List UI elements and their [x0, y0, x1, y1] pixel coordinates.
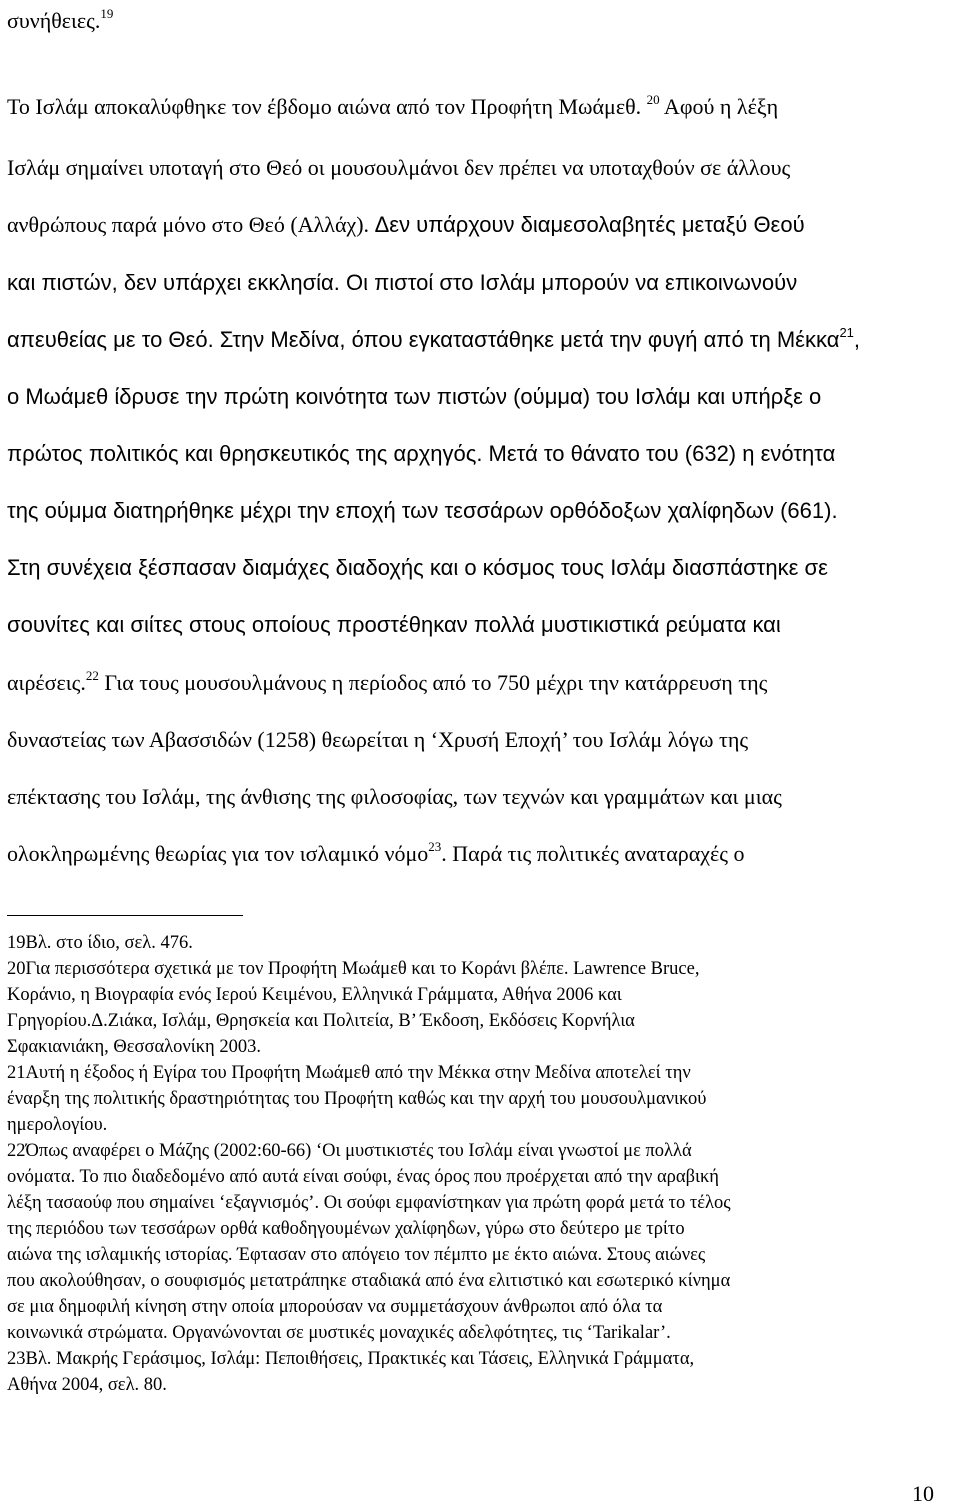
body-line-11: σουνίτες και σιίτες στους οποίους προστέθηκαν πολλά μυστικιστικά ρεύματα και [7, 612, 781, 637]
body-text: ανθρώπους παρά μόνο στο Θεό (Αλλάχ). [7, 212, 375, 237]
footnote-line: Σφακιανιάκη, Θεσσαλονίκη 2003. [7, 1037, 261, 1057]
body-line-9: της ούμμα διατηρήθηκε μέχρι την εποχή των τεσσάρων ορθόδοξων χαλίφηδων (661). [7, 498, 838, 523]
body-line-15 [7, 838, 745, 867]
body-line-3: Ισλάμ σημαίνει υποταγή στο Θεό οι μουσουλμάνοι δεν πρέπει να υποταχθούν σε άλλους [7, 155, 791, 180]
footnote-line: ημερολογίου. [7, 1115, 108, 1135]
footnote-line: λέξη τασαούφ που σημαίνει ‘εξαγνισμός’. Οι σούφι εμφανίστηκαν για πρώτη φορά μετά το τέλος [7, 1193, 731, 1213]
footnote-line: Αθήνα 2004, σελ. 80. [7, 1375, 167, 1395]
body-line-10: Στη συνέχεια ξέσπασαν διαμάχες διαδοχής και ο κόσμος τους Ισλάμ διασπάστηκε σε [7, 555, 828, 580]
body-line-6 [7, 324, 861, 353]
body-text: , [853, 327, 861, 352]
body-line-1 [7, 5, 114, 34]
footnote-line: 20Για περισσότερα σχετικά με τον Προφήτη Μωάμεθ και το Κοράνι βλέπε. Lawrence Bruce, [7, 959, 700, 979]
footnote-line: 23Βλ. Μακρής Γεράσιμος, Ισλάμ: Πεποιθήσεις, Πρακτικές και Τάσεις, Ελληνικά Γράμματα, [7, 1349, 695, 1369]
body-text: απευθείας με το Θεό. Στην Μεδίνα, όπου εγκαταστάθηκε μετά την φυγή από τη Μέκκα [7, 327, 840, 352]
body-text: ολοκληρωμένης θεωρίας για τον ισλαμικό νόμο [7, 841, 429, 866]
footnote-line: Γρηγορίου.Δ.Ζιάκα, Ισλάμ, Θρησκεία και Πολιτεία, Β’ Έκδοση, Εκδόσεις Κορνήλια [7, 1011, 635, 1031]
footnote-line: 22Όπως αναφέρει ο Μάζης (2002:60-66) ‘Οι μυστικιστές του Ισλάμ είναι γνωστοί με πολλά [7, 1141, 692, 1161]
body-text: Δεν υπάρχουν διαμεσολαβητές μεταξύ Θεού [374, 212, 805, 237]
footnote-line: σε μια δημοφιλή κίνηση στην οποία μπορούσαν να συμμετάσχουν άνθρωποι από όλα τα [7, 1297, 663, 1317]
body-line-12 [7, 667, 768, 696]
footnote-line: ονόματα. Το πιο διαδεδομένο από αυτά είναι σούφι, ένας όρος που προέρχεται από την αραβική [7, 1167, 719, 1187]
page-number: 10 [912, 1481, 934, 1506]
body-text: Αφού η λέξη [659, 94, 779, 119]
body-line-2 [7, 91, 953, 120]
footnote-ref-20: 20 [646, 91, 660, 107]
body-text: . Παρά τις πολιτικές αναταραχές ο [441, 841, 745, 866]
footnote-line: 21Αυτή η έξοδος ή Εγίρα του Προφήτη Μωάμεθ από την Μέκκα στην Μεδίνα αποτελεί την [7, 1063, 691, 1083]
body-line-13: δυναστείας των Αβασσιδών (1258) θεωρείται η ‘Χρυσή Εποχή’ του Ισλάμ λόγω της [7, 727, 749, 752]
footnote-line: που ακολούθησαν, ο σουφισμός μετατράπηκε σταδιακά από ένα ελιτιστικό και εσωτερικό κίνημα [7, 1271, 731, 1291]
footnote-line: Κοράνιο, η Βιογραφία ενός Ιερού Κειμένου, Ελληνικά Γράμματα, Αθήνα 2006 και [7, 985, 622, 1005]
footnote-line: 19Βλ. στο ίδιο, σελ. 476. [7, 933, 193, 953]
body-line-7: ο Μωάμεθ ίδρυσε την πρώτη κοινότητα των πιστών (ούμμα) του Ισλάμ και υπήρξε ο [7, 384, 822, 409]
footnote-line: κοινωνικά στρώματα. Οργανώνονται σε μυστικές μοναχικές αδελφότητες, τις ‘Tarikalar’. [7, 1323, 671, 1343]
footnote-ref-23: 23 [428, 838, 442, 854]
footnote-ref-22: 22 [85, 667, 99, 683]
footnote-ref-21: 21 [839, 324, 854, 340]
body-line-5: και πιστών, δεν υπάρχει εκκλησία. Οι πιστοί στο Ισλάμ μπορούν να επικοινωνούν [7, 270, 798, 295]
body-line-14: επέκτασης του Ισλάμ, της άνθισης της φιλοσοφίας, των τεχνών και γραμμάτων και μιας [7, 784, 782, 809]
footnote-separator [7, 915, 243, 916]
body-line-8: πρώτος πολιτικός και θρησκευτικός της αρχηγός. Μετά το θάνατο του (632) η ενότητα [7, 441, 836, 466]
body-line-4 [7, 212, 805, 238]
footnote-line: της περιόδου των τεσσάρων ορθά καθοδηγουμένων χαλίφηδων, γύρω στο δεύτερο με τρίτο [7, 1219, 685, 1239]
footnote-line: αιώνα της ισλαμικής ιστορίας. Έφτασαν στο απόγειο τον πέμπτο με έκτο αιώνα. Στους αιώνες [7, 1245, 706, 1265]
body-text: συνήθειες. [7, 8, 101, 33]
body-text: αιρέσεις. [7, 670, 86, 695]
footnote-line: έναρξη της πολιτικής δραστηριότητας του Προφήτη καθώς και την αρχή του μουσουλμανικού [7, 1089, 707, 1109]
footnote-ref-19: 19 [100, 5, 114, 21]
body-text: Για τους μουσουλμάνους η περίοδος από το 750 μέχρι την κατάρρευση της [98, 670, 768, 695]
body-text: Το Ισλάμ αποκαλύφθηκε τον έβδομο αιώνα από τον Προφήτη Μωάμεθ. [7, 94, 647, 119]
